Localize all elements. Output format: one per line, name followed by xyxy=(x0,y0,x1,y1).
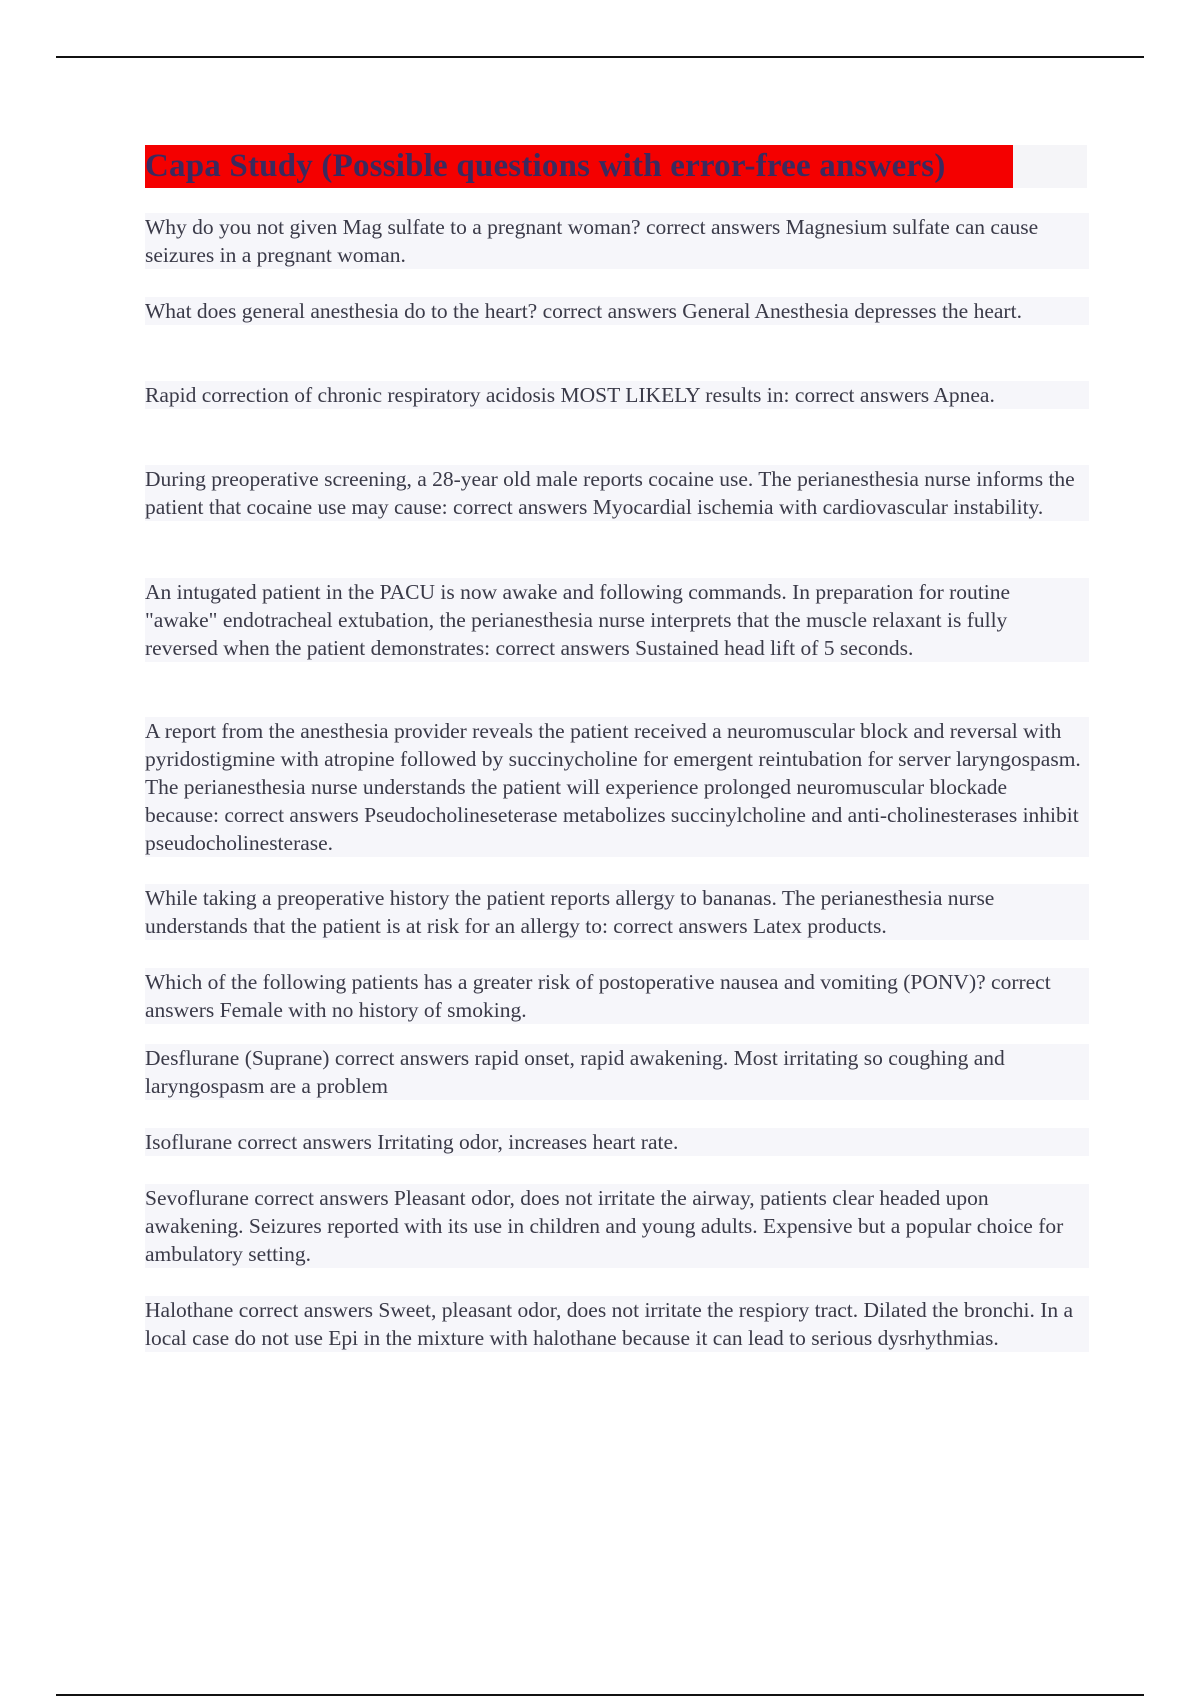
document-title: Capa Study (Possible questions with error-free answers) xyxy=(145,145,1013,188)
title-banner xyxy=(145,145,1087,188)
qa-item-3: Rapid correction of chronic respiratory acidosis MOST LIKELY results in: correct answers Apnea. xyxy=(145,381,1089,409)
qa-item-7: While taking a preoperative history the patient reports allergy to bananas. The perianesthesia nurse understands that the patient is at risk for an allergy to: correct answers Latex products. xyxy=(145,884,1089,940)
qa-item-10: Isoflurane correct answers Irritating odor, increases heart rate. xyxy=(145,1128,1089,1156)
qa-item-5: An intugated patient in the PACU is now awake and following commands. In preparation for routine "awake" endotracheal extubation, the perianesthesia nurse interprets that the muscle relaxant is fully reversed when the patient demonstrates: correct answers Sustained head lift of 5 seconds. xyxy=(145,578,1089,662)
qa-item-2: What does general anesthesia do to the heart? correct answers General Anesthesia depresses the heart. xyxy=(145,297,1089,325)
qa-item-6: A report from the anesthesia provider reveals the patient received a neuromuscular block and reversal with pyridostigmine with atropine followed by succinycholine for emergent reintubation for server laryngospasm. The perianesthesia nurse understands the patient will experience prolonged neuromuscular blockade because: correct answers Pseudocholineseterase metabolizes succinylcholine and anti-cholinesterases inhibit pseudocholinesterase. xyxy=(145,717,1089,857)
qa-item-4: During preoperative screening, a 28-year old male reports cocaine use. The perianesthesia nurse informs the patient that cocaine use may cause: correct answers Myocardial ischemia with cardiovascular instability. xyxy=(145,465,1089,521)
bottom-rule xyxy=(56,1694,1144,1696)
qa-item-12: Halothane correct answers Sweet, pleasant odor, does not irritate the respiory tract. Dilated the bronchi. In a local case do not use Epi in the mixture with halothane because it can lead to serious dysrhythmias. xyxy=(145,1296,1089,1352)
qa-item-11: Sevoflurane correct answers Pleasant odor, does not irritate the airway, patients clear headed upon awakening. Seizures reported with its use in children and young adults. Expensive but a popular choice for ambulatory setting. xyxy=(145,1184,1089,1268)
top-rule xyxy=(56,56,1144,58)
qa-item-1: Why do you not given Mag sulfate to a pregnant woman? correct answers Magnesium sulfate can cause seizures in a pregnant woman. xyxy=(145,213,1089,269)
qa-item-8: Which of the following patients has a greater risk of postoperative nausea and vomiting (PONV)? correct answers Female with no history of smoking. xyxy=(145,968,1089,1024)
qa-item-9: Desflurane (Suprane) correct answers rapid onset, rapid awakening. Most irritating so coughing and laryngospasm are a problem xyxy=(145,1044,1089,1100)
